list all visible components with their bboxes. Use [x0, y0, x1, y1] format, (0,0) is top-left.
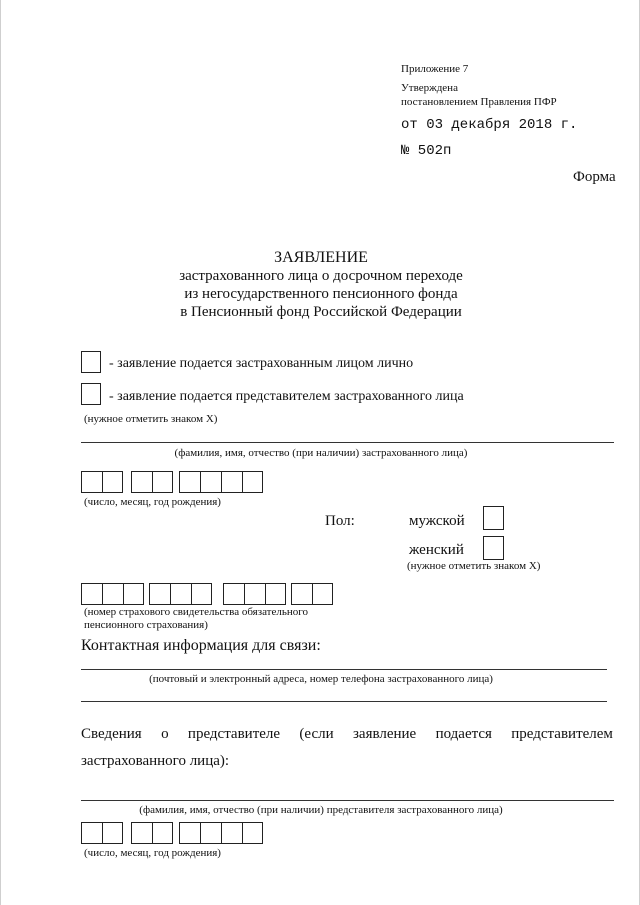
- snils-grid-1[interactable]: [81, 583, 144, 605]
- rep-word-7: представителем: [511, 726, 613, 742]
- resolution-label: постановлением Правления ПФР: [401, 96, 557, 108]
- contacts-caption: (почтовый и электронный адреса, номер телефона застрахованного лица): [149, 673, 493, 685]
- snils-grid-4[interactable]: [291, 583, 333, 605]
- title-line-1: застрахованного лица о досрочном переходе: [179, 268, 463, 284]
- representative-fio-line[interactable]: [81, 800, 614, 801]
- form-label: Форма: [573, 169, 616, 185]
- option-representative-label: - заявление подается представителем застрахованного лица: [109, 389, 464, 404]
- insured-birth-year-grid[interactable]: [179, 471, 263, 493]
- contacts-heading: Контактная информация для связи:: [81, 637, 321, 654]
- insured-birth-day-grid[interactable]: [81, 471, 123, 493]
- approval-date: от 03 декабря 2018 г.: [401, 117, 578, 133]
- insured-birth-month-grid[interactable]: [131, 471, 173, 493]
- checkbox-personally[interactable]: [81, 351, 101, 373]
- option-personally-label: - заявление подается застрахованным лицом лично: [109, 356, 414, 371]
- rep-word-5: заявление: [352, 726, 417, 742]
- sex-label: Пол:: [325, 513, 355, 529]
- rep-birth-day-grid[interactable]: [81, 822, 123, 844]
- representative-heading-line-1: [81, 726, 613, 743]
- representative-heading-line-2: застрахованного лица):: [81, 753, 230, 769]
- checkbox-male[interactable]: [483, 506, 504, 530]
- resolution-number: № 502п: [401, 143, 452, 159]
- checkbox-representative[interactable]: [81, 383, 101, 405]
- appendix-label: Приложение 7: [401, 63, 469, 75]
- snils-caption-2: пенсионного страхования): [84, 619, 208, 631]
- sex-hint: (нужное отметить знаком X): [407, 560, 541, 572]
- rep-birth-caption: (число, месяц, год рождения): [84, 847, 221, 859]
- snils-caption-1: (номер страхового свидетельства обязательного: [84, 606, 308, 618]
- rep-word-6: подается: [435, 726, 492, 742]
- contacts-line-2[interactable]: [81, 701, 607, 702]
- insured-fio-caption: (фамилия, имя, отчество (при наличии) застрахованного лица): [174, 447, 468, 459]
- mark-hint: (нужное отметить знаком X): [84, 413, 218, 425]
- checkbox-female[interactable]: [483, 536, 504, 560]
- snils-grid-3[interactable]: [223, 583, 286, 605]
- female-label: женский: [409, 542, 464, 558]
- snils-grid-2[interactable]: [149, 583, 212, 605]
- rep-birth-month-grid[interactable]: [131, 822, 173, 844]
- contacts-line-1[interactable]: [81, 669, 607, 670]
- rep-word-1: Сведения: [81, 726, 142, 742]
- male-label: мужской: [409, 513, 465, 529]
- rep-word-3: представителе: [187, 726, 281, 742]
- document-title: ЗАЯВЛЕНИЕ: [274, 249, 368, 266]
- representative-fio-caption: (фамилия, имя, отчество (при наличии) представителя застрахованного лица): [139, 804, 503, 816]
- title-line-3: в Пенсионный фонд Российской Федерации: [180, 304, 462, 320]
- approved-label: Утверждена: [401, 82, 458, 94]
- insured-fio-line[interactable]: [81, 442, 614, 443]
- rep-birth-year-grid[interactable]: [179, 822, 263, 844]
- title-line-2: из негосударственного пенсионного фонда: [184, 286, 458, 302]
- rep-word-4: (если: [299, 726, 334, 742]
- rep-word-2: о: [161, 726, 169, 742]
- insured-birth-caption: (число, месяц, год рождения): [84, 496, 221, 508]
